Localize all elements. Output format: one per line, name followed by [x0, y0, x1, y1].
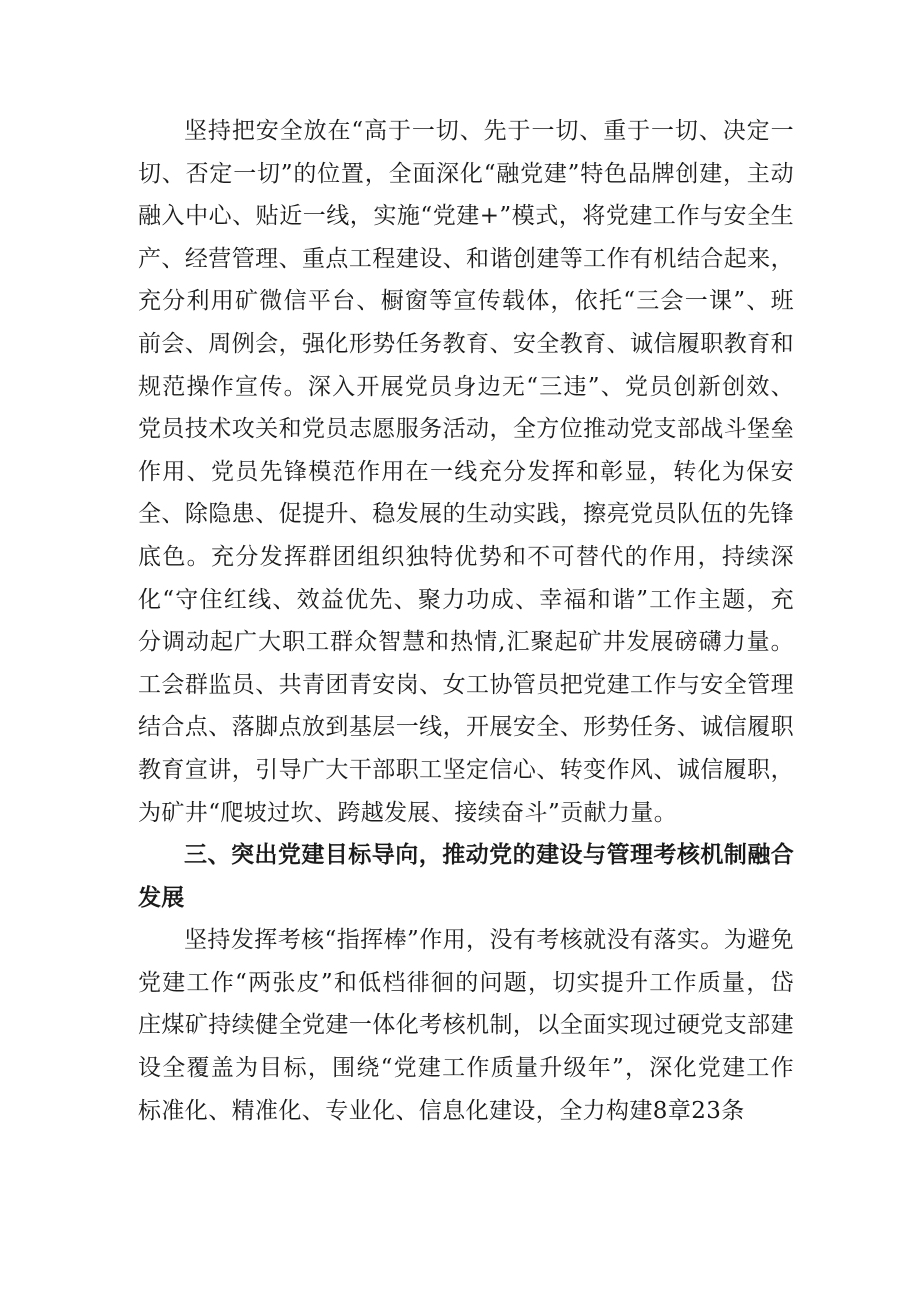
section-heading: 三、突出党建目标导向，推动党的建设与管理考核机制融合发展 — [138, 842, 794, 911]
body-paragraph: 坚持把安全放在“高于一切、先于一切、重于一切、决定一切、否定一切”的位置，全面深化“融党建”特色品牌创建，主动融入中心、贴近一线，实施“党建+”模式，将党建工作与安全生产、经营管理、重点工程建设、和谐创建等工作有机结合起来，充分利用矿微信平台、橱窗等宣传载体，依托“三会一课”、班前会、周例会，强化形势任务教育、安全教育、诚信履职教育和规范操作宣传。深入开展党员身边无“三违”、党员创新创效、党员技术攻关和党员志愿服务活动，全方位推动党支部战斗堡垒作用、党员先锋模范作用在一线充分发挥和彰显，转化为保安全、除隐患、促提升、稳发展的生动实践，擦亮党员队伍的先锋底色。充分发挥群团组织独特优势和不可替代的作用，持续深化“守住红线、效益优先、聚力功成、幸福和谐”工作主题，充分调动起广大职工群众智慧和热情,汇聚起矿井发展磅礴力量。工会群监员、共青团青安岗、女工协管员把党建工作与安全管理结合点、落脚点放到基层一线，开展安全、形势任务、诚信履职教育宣讲，引导广大干部职工坚定信心、转变作风、诚信履职，为矿井“爬坡过坎、跨越发展、接续奋斗”贡献力量。 — [138, 118, 794, 826]
document-body — [138, 110, 794, 1132]
body-paragraph: 坚持发挥考核“指挥棒”作用，没有考核就没有落实。为避免党建工作“两张皮”和低档徘徊的问题，切实提升工作质量，岱庄煤矿持续健全党建一体化考核机制，以全面实现过硬党支部建设全覆盖为目标，围绕“党建工作质量升级年”，深化党建工作标准化、精准化、专业化、信息化建设，全力构建8章23条 — [138, 927, 794, 1124]
